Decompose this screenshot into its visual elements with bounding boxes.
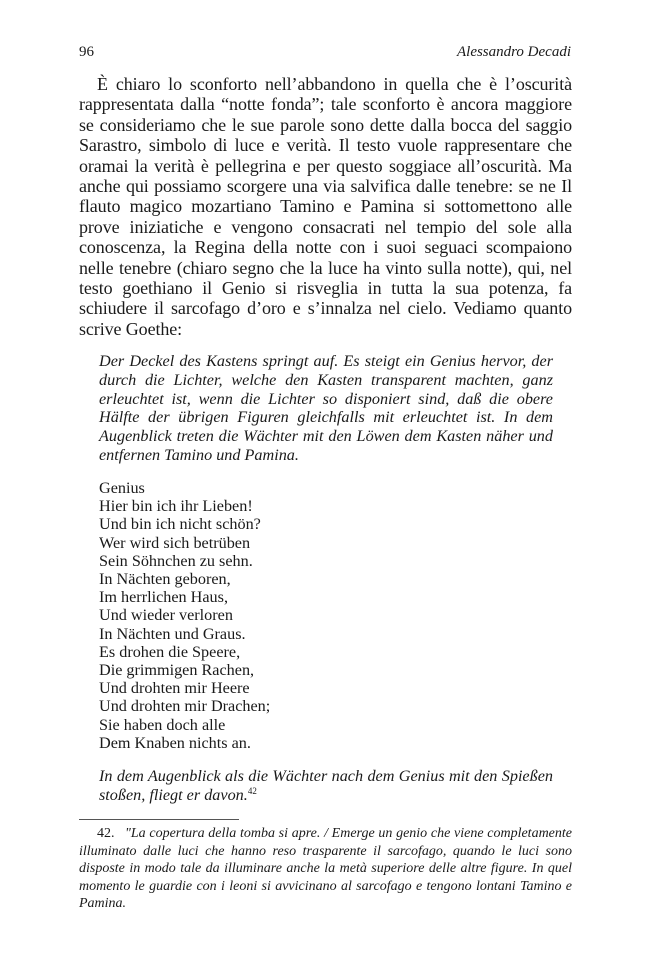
poem-line: In Nächten und Graus.	[99, 624, 246, 643]
poem-line: Sie haben doch alle	[99, 715, 226, 734]
footnote	[79, 825, 572, 913]
poem-line: Und bin ich nicht schön?	[99, 515, 261, 534]
poem-line: Hier bin ich ihr Lieben!	[99, 497, 253, 516]
stage-direction-quote: Der Deckel des Kastens springt auf. Es steigt ein Genius hervor, der durch die Lichter, welche den Kasten transparent machten, ganz erleuchtet ist, wenn die Lichter so disponiert sind, daß die obere Hälfte der übrigen Figuren gleichfalls mit erleuchtet ist. In dem Augenblick treten die Wächter mit den Löwen dem Kasten näher und entfernen Tamino und Pamina.	[99, 352, 553, 464]
poem-speaker: Genius	[99, 479, 145, 497]
footnote-text: "La copertura della tomba si apre. / Emerge un genio che viene completamente illuminato dalle luci che hanno reso trasparente il sarcofago, quando le luci sono disposte in modo tale da illuminare anche la metà superiore delle altre figure. In quel momento le guardie con i leoni si avvicinano al sarcofago e tengono lontani Tamino e Pamina.	[79, 826, 572, 912]
running-header	[79, 44, 571, 64]
poem	[99, 479, 270, 752]
poem-line: Und wieder verloren	[99, 606, 233, 625]
footnote-number: 42.	[97, 826, 115, 841]
poem-line: Wer wird sich betrüben	[99, 533, 251, 552]
poem-line: Und drohten mir Heere	[99, 679, 250, 698]
poem-line: Im herrlichen Haus,	[99, 588, 229, 607]
closing-quote-text: In dem Augenblick als die Wächter nach dem Genius mit den Spießen stoßen, fliegt er davon.	[99, 767, 553, 804]
poem-line: Und drohten mir Drachen;	[99, 697, 271, 716]
page-number: 96	[79, 44, 94, 60]
poem-line: Die grimmigen Rachen,	[99, 661, 255, 680]
footnote-reference[interactable]: 42	[247, 785, 257, 796]
closing-quote	[99, 767, 553, 805]
footnote-divider	[79, 819, 239, 820]
poem-line: Es drohen die Speere,	[99, 642, 241, 661]
poem-line: Sein Söhnchen zu sehn.	[99, 551, 253, 570]
poem-line: Dem Knaben nichts an.	[99, 733, 251, 752]
poem-line: In Nächten geboren,	[99, 570, 231, 589]
body-paragraph: È chiaro lo sconforto nell’abbandono in quella che è l’oscurità rappresentata dalla “notte fonda”; tale sconforto è ancora maggiore se consideriamo che le sue parole sono dette dalla bocca del saggio Sarastro, simbolo di luce e verità. Il testo vuole rappresentare che oramai la verità è pellegrina e per questo soggiace all’oscurità. Ma anche qui possiamo scorgere una via salvifica dalle tenebre: se ne Il flauto magico mozartiano Tamino e Pamina si sottomettono alle prove iniziatiche e vengono consacrati nel tempio del sole alla conoscenza, la Regina della notte con i suoi seguaci scompaiono nelle tenebre (chiaro segno che la luce ha vinto sulla notte), qui, nel testo goethiano il Genio si risveglia in tutta la sua potenza, fa schiudere il sarcofago d’oro e s’innalza nel cielo. Vediamo quanto scrive Goethe:	[79, 74, 572, 339]
running-head-author: Alessandro Decadi	[456, 44, 571, 60]
